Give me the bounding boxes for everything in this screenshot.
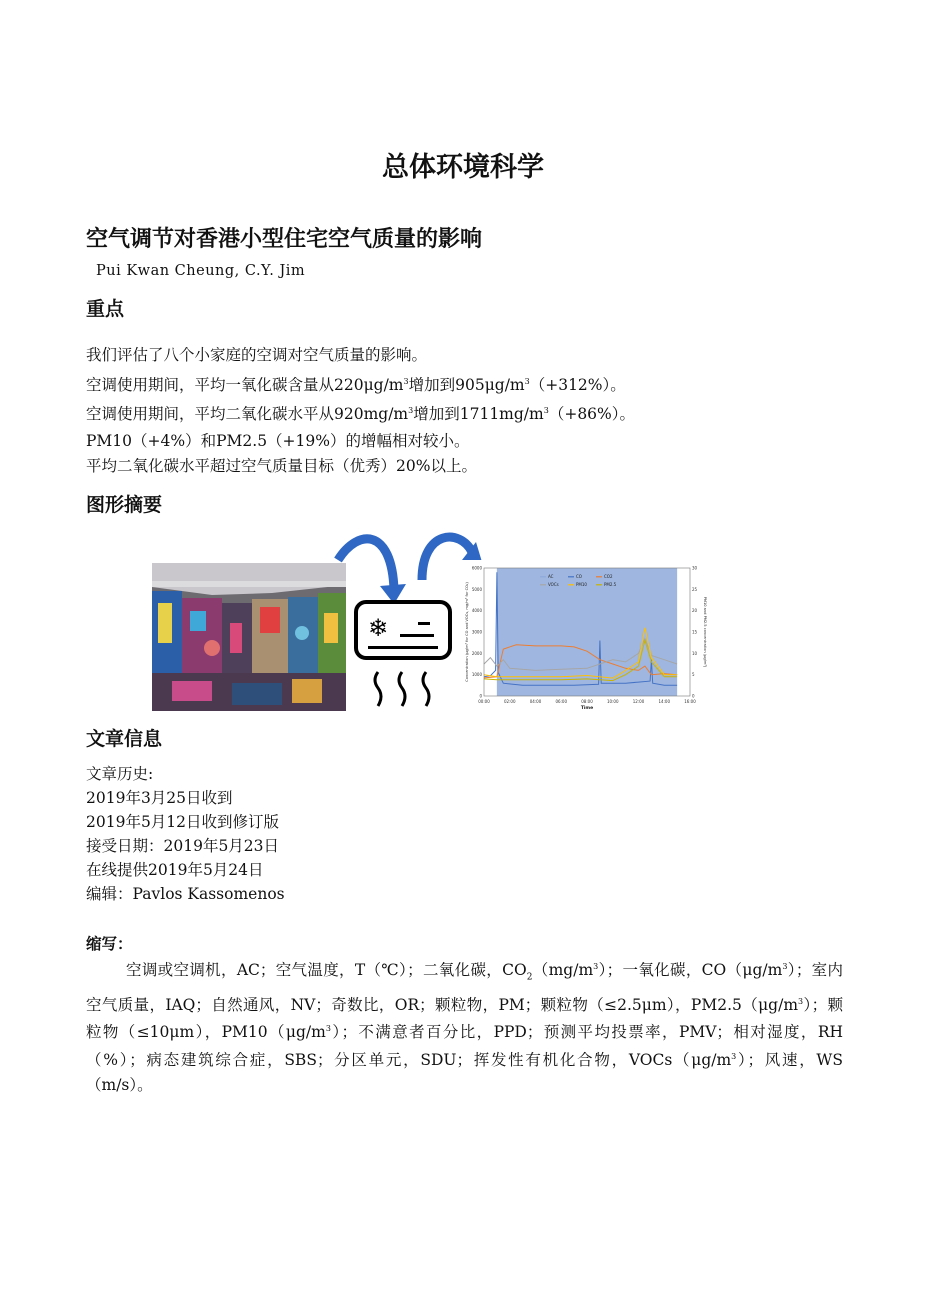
legend-label: AC <box>548 574 554 579</box>
y2-axis-label: PM10 and PM2.5 concentration (μg/m³) <box>703 596 707 668</box>
svg-text:❄: ❄ <box>367 614 389 642</box>
online-date: 在线提供2019年5月24日 <box>86 861 264 879</box>
y2-tick-label: 25 <box>692 586 698 592</box>
x-tick-label: 08:00 <box>581 699 593 704</box>
highlight-4: PM10（+4%）和PM2.5（+19%）的增幅相对较小。 <box>86 432 470 450</box>
x-tick-label: 00:00 <box>478 699 490 704</box>
article-info <box>86 762 285 906</box>
article-title: 空气调节对香港小型住宅空气质量的影响 <box>86 227 483 252</box>
highlight-3: 空调使用期间，平均二氧化碳水平从$920mg/m^3$增加到$1711mg/m^3(+86\%)$。 <box>86 405 636 424</box>
article-info-heading: 文章信息 <box>86 728 163 750</box>
revised-date: 2019年5月12日收到修订版 <box>86 813 280 831</box>
legend-label: PM10 <box>576 582 587 587</box>
highlights-heading: 重点 <box>86 298 125 320</box>
received-date: 2019年3月25日收到 <box>86 789 233 807</box>
y-axis-label: Concentration (μg/m³ for CO and VOCs, mg/m³ for CO₂) <box>465 582 469 682</box>
y2-tick-label: 15 <box>692 629 698 635</box>
home-interior-photo <box>152 563 346 711</box>
y-tick-label: 3000 <box>471 629 482 635</box>
y-tick-label: 4000 <box>471 608 482 614</box>
y-tick-label: 6000 <box>471 565 482 571</box>
y-tick-label: 1000 <box>471 672 482 678</box>
legend-label: VOCs <box>548 582 559 587</box>
authors: Pui Kwan Cheung, C.Y. Jim <box>96 263 306 279</box>
editor: 编辑：Pavlos Kassomenos <box>86 885 285 903</box>
x-tick-label: 12:00 <box>632 699 645 704</box>
legend-label: PM2.5 <box>604 582 617 587</box>
x-tick-label: 02:00 <box>503 699 516 704</box>
x-tick-label: 06:00 <box>555 699 568 704</box>
x-tick-label: 04:00 <box>529 699 542 704</box>
accepted-date: 接受日期：2019年5月23日 <box>86 837 280 855</box>
journal-name: 总体环境科学 <box>382 152 544 183</box>
abbreviations-heading: 缩写： <box>86 935 133 953</box>
legend-label: CO <box>576 574 582 579</box>
highlight-5: 平均二氧化碳水平超过空气质量目标（优秀）20%以上。 <box>86 457 477 475</box>
legend-label: CO2 <box>604 574 613 579</box>
y2-tick-label: 30 <box>692 565 698 571</box>
abbreviations-text: 空调或空调机，AC；空气温度，T（℃）；二氧化碳，$CO_2(mg/m^3)$；一氧化碳，$CO(\mu g/m^3)$；室内空气质量，IAQ；自然通风，NV；奇数比，OR；颗粒物，PM；颗粒物（≤2.5μm），$PM2.5(\mu g/m^3)$；颗粒物（≤10μm），$PM10(\mu g/m^3)$；不满意者百分比，PPD；预测平均投票率，PMV；相对湿度，RH（%）；病态建筑综合症，SBS；分区单元，SDU；挥发性有机化合物，$VOCs(\mu g/m^3)$；风速，WS（m/s）。 <box>86 961 844 1094</box>
concentration-chart <box>462 560 708 712</box>
y2-tick-label: 10 <box>692 650 698 656</box>
graphical-abstract-heading: 图形摘要 <box>86 494 163 516</box>
y-tick-label: 2000 <box>471 650 482 656</box>
article-history: 文章历史: <box>86 765 154 783</box>
highlight-1: 我们评估了八个小家庭的空调对空气质量的影响。 <box>86 346 428 364</box>
x-axis-label: Time <box>580 706 594 711</box>
y2-tick-label: 5 <box>692 672 695 678</box>
y2-tick-label: 0 <box>692 693 695 699</box>
x-tick-label: 10:00 <box>606 699 619 704</box>
x-tick-label: 16:00 <box>684 699 696 704</box>
y-tick-label: 5000 <box>471 586 482 592</box>
highlight-2: 空调使用期间，平均一氧化碳含量从$220\mu g/m^3$增加到$905\mu g/m^3(+312\%)$。 <box>86 376 626 395</box>
y-tick-label: 0 <box>479 693 482 699</box>
x-tick-label: 14:00 <box>658 699 671 704</box>
y2-tick-label: 20 <box>692 608 698 614</box>
